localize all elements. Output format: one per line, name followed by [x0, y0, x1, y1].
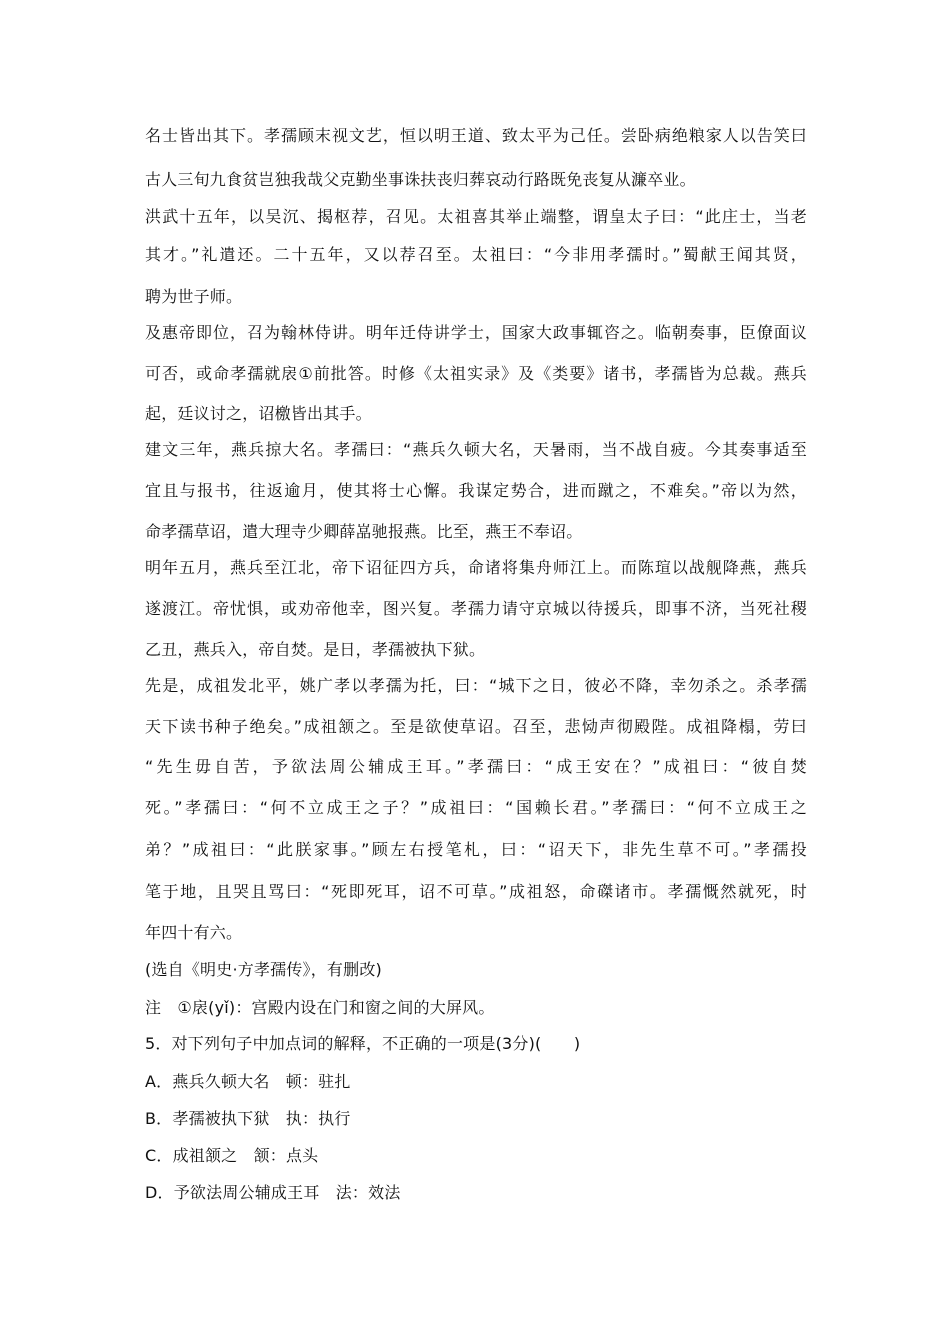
question-stem: 5．对下列句子中加点词的解释，不正确的一项是(3分)( ) [145, 1034, 581, 1053]
source-citation: (选自《明史·方孝孺传》，有删改) [145, 960, 382, 979]
text-line: 命孝孺草诏，遣大理寺少卿薛嵓驰报燕。比至，燕王不奉诏。 [145, 522, 583, 541]
text-line: 弟？”成祖曰：“此朕家事。”顾左右授笔札，曰：“诏天下，非先生草不可。”孝孺投 [145, 840, 807, 859]
text-line: 宜且与报书，往返逾月，使其将士心懈。我谋定势合，进而蹴之，不难矣。”帝以为然， [145, 481, 807, 500]
text-line: 年四十有六。 [145, 923, 243, 942]
text-line: 可否，或命孝孺就扆①前批答。时修《太祖实录》及《类要》诸书，孝孺皆为总裁。燕兵 [145, 364, 807, 383]
text-line: 天下读书种子绝矣。”成祖颔之。至是欲使草诏。召至，悲恸声彻殿陛。成祖降榻，劳曰 [145, 717, 807, 736]
text-line: 遂渡江。帝忧惧，或劝帝他幸，图兴复。孝孺力请守京城以待援兵，即事不济，当死社稷 [145, 599, 807, 618]
option-d: D．予欲法周公辅成王耳 法：效法 [145, 1183, 401, 1202]
option-b: B．孝孺被执下狱 执：执行 [145, 1109, 351, 1128]
text-line: “先生毋自苦，予欲法周公辅成王耳。”孝孺曰：“成王安在？”成祖曰：“彼自焚 [145, 757, 807, 776]
option-c: C．成祖颔之 颔：点头 [145, 1146, 319, 1165]
text-line: 先是，成祖发北平，姚广孝以孝孺为托，曰：“城下之日，彼必不降，幸勿杀之。杀孝孺 [145, 676, 807, 695]
text-line: 及惠帝即位，召为翰林侍讲。明年迁侍讲学士，国家大政事辄咨之。临朝奏事，臣僚面议 [145, 323, 807, 342]
text-line: 笔于地，且哭且骂曰：“死即死耳，诏不可草。”成祖怒，命磔诸市。孝孺慨然就死，时 [145, 882, 807, 901]
text-line: 乙丑，燕兵入，帝自焚。是日，孝孺被执下狱。 [145, 640, 486, 659]
footnote: 注 ①扆(yǐ)：宫殿内设在门和窗之间的大屏风。 [145, 998, 495, 1017]
text-line: 古人三旬九食贫岂独我哉父克勤坐事诛扶丧归葬哀动行路既免丧复从濂卒业。 [145, 170, 696, 189]
text-line: 死。”孝孺曰：“何不立成王之子？”成祖曰：“国赖长君。”孝孺曰：“何不立成王之 [145, 798, 807, 817]
option-a: A．燕兵久顿大名 顿：驻扎 [145, 1072, 351, 1091]
text-line: 名士皆出其下。孝孺顾末视文艺，恒以明王道、致太平为己任。尝卧病绝粮家人以告笑曰 [145, 126, 807, 145]
text-line: 建文三年，燕兵掠大名。孝孺曰：“燕兵久顿大名，天暑雨，当不战自疲。今其奏事适至 [145, 440, 807, 459]
text-line: 明年五月，燕兵至江北，帝下诏征四方兵，命诸将集舟师江上。而陈瑄以战舰降燕，燕兵 [145, 558, 807, 577]
text-line: 聘为世子师。 [145, 287, 243, 306]
text-line: 起，廷议讨之，诏檄皆出其手。 [145, 404, 372, 423]
text-line: 洪武十五年，以吴沉、揭枢荐，召见。太祖喜其举止端整，谓皇太子曰：“此庄士，当老 [145, 207, 807, 226]
text-line: 其才。”礼遣还。二十五年，又以荐召至。太祖曰：“今非用孝孺时。”蜀献王闻其贤， [145, 245, 807, 264]
